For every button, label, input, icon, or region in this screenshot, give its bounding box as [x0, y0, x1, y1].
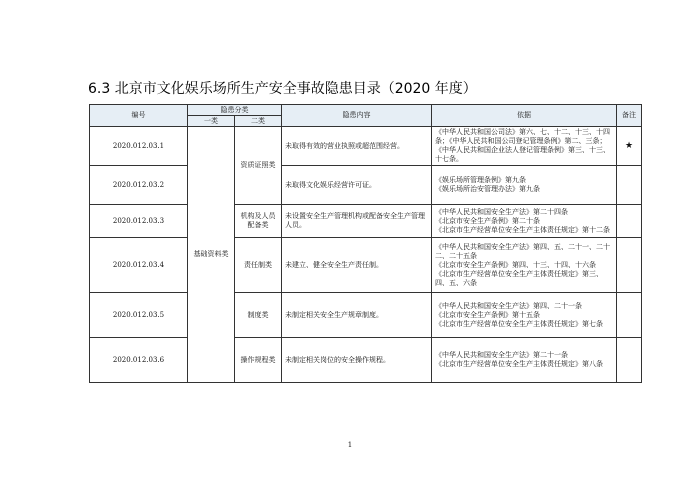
table-row: [90, 338, 642, 383]
row-code: 2020.012.03.2: [90, 166, 188, 205]
hazard-content: 未制定相关岗位的安全操作规程。: [282, 338, 432, 383]
remark-cell: [617, 338, 642, 383]
header-level2: 二类: [235, 116, 282, 127]
header-category: 隐患分类: [188, 105, 282, 116]
level2-cell: 制度类: [235, 293, 282, 338]
table-row: [90, 238, 642, 293]
basis-cell: 《娱乐场所管理条例》第九条 《娱乐场所治安管理办法》第九条: [432, 166, 617, 205]
remark-cell: [617, 205, 642, 238]
header-basis: 依据: [432, 105, 617, 127]
header-content: 隐患内容: [282, 105, 432, 127]
level2-cell: 资质证照类: [235, 127, 282, 205]
remark-star: ★: [617, 127, 642, 166]
table-row: [90, 205, 642, 238]
page-number: 1: [347, 441, 353, 449]
remark-cell: [617, 293, 642, 338]
hazard-content: 未制定相关安全生产规章制度。: [282, 293, 432, 338]
basis-cell: 《中华人民共和国公司法》第六、七、十二、十三、十四条；《中华人民共和国公司登记管理条例》第二、三条；《中华人民共和国企业法人登记管理条例》第三、十三、十七条。: [432, 127, 617, 166]
row-code: 2020.012.03.4: [90, 238, 188, 293]
hazard-content: 未设置安全生产管理机构或配备安全生产管理人员。: [282, 205, 432, 238]
hazard-table: [89, 104, 642, 383]
hazard-content: 未建立、健全安全生产责任制。: [282, 238, 432, 293]
remark-cell: [617, 238, 642, 293]
row-code: 2020.012.03.6: [90, 338, 188, 383]
table-row: [90, 293, 642, 338]
hazard-content: 未取得有效的营业执照或超范围经营。: [282, 127, 432, 166]
level1-cell: 基础资料类: [188, 127, 235, 383]
page-title: 6.3 北京市文化娱乐场所生产安全事故隐患目录（2020 年度）: [88, 81, 477, 97]
basis-cell: 《中华人民共和国安全生产法》第四、五、二十一、二十二、二十五条 《北京市安全生产条例》第四、十三、十四、十六条 《北京市生产经营单位安全生产主体责任规定》第三、四、五、六条: [432, 238, 617, 293]
row-code: 2020.012.03.5: [90, 293, 188, 338]
hazard-content: 未取得文化娱乐经营许可证。: [282, 166, 432, 205]
header-code: 编号: [90, 105, 188, 127]
level2-cell: 操作规程类: [235, 338, 282, 383]
row-code: 2020.012.03.1: [90, 127, 188, 166]
basis-cell: 《中华人民共和国安全生产法》第二十四条 《北京市安全生产条例》第二十条 《北京市生产经营单位安全生产主体责任规定》第十二条: [432, 205, 617, 238]
header-remark: 备注: [617, 105, 642, 127]
basis-cell: 《中华人民共和国安全生产法》第二十一条 《北京市生产经营单位安全生产主体责任规定》第八条: [432, 338, 617, 383]
remark-cell: [617, 166, 642, 205]
basis-cell: 《中华人民共和国安全生产法》第四、二十一条 《北京市安全生产条例》第十五条 《北京市生产经营单位安全生产主体责任规定》第七条: [432, 293, 617, 338]
level2-cell: 责任制类: [235, 238, 282, 293]
level2-cell: 机构及人员配备类: [235, 205, 282, 238]
table-row: [90, 166, 642, 205]
header-level1: 一类: [188, 116, 235, 127]
table-row: [90, 127, 642, 166]
row-code: 2020.012.03.3: [90, 205, 188, 238]
